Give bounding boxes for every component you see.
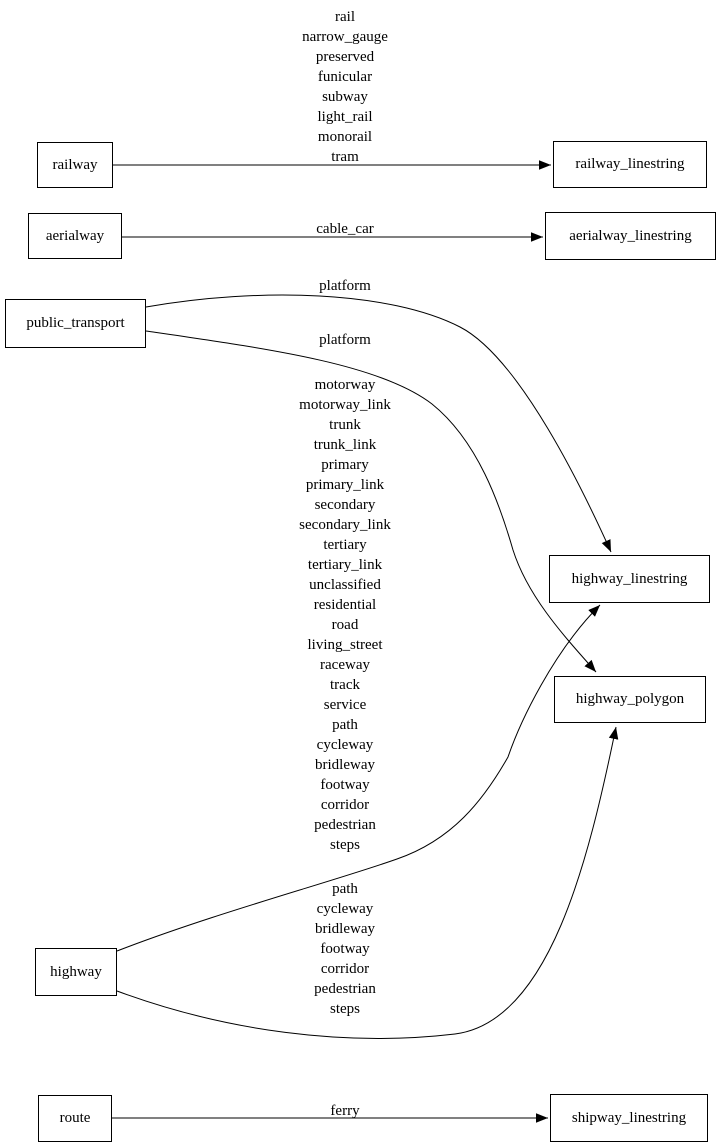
- edge-label-line: track: [330, 677, 360, 693]
- edge-label-line: corridor: [320, 797, 370, 813]
- edge-label-line: trunk_link: [313, 437, 377, 453]
- edge-label-line: pedestrian: [314, 981, 376, 997]
- edge-labels-route: [235, 1101, 455, 1121]
- node-railway: railway: [37, 142, 113, 188]
- edge-labels-platform-polygon: [235, 330, 455, 350]
- edge-label-line: steps: [330, 837, 360, 853]
- edge-label-line: light_rail: [317, 109, 373, 125]
- node-public-transport: public_transport: [5, 299, 146, 348]
- edge-label-line: service: [323, 697, 367, 713]
- edge-label-line: tram: [331, 149, 359, 165]
- node-route: route: [38, 1095, 112, 1142]
- edge-label-line: pedestrian: [314, 817, 376, 833]
- edge-label-line: subway: [322, 89, 368, 105]
- edge-label-line: cycleway: [316, 901, 374, 917]
- edge-label-line: path: [332, 717, 358, 733]
- edge-labels-highway-linestring: [235, 375, 455, 855]
- edge-label-line: steps: [330, 1001, 360, 1017]
- edge-label-line: cycleway: [316, 737, 374, 753]
- edge-label-line: platform: [319, 332, 371, 348]
- edge-label-line: unclassified: [309, 577, 381, 593]
- edge-label-line: tertiary_link: [307, 557, 383, 573]
- edge-label-line: footway: [320, 777, 370, 793]
- edge-label-line: corridor: [320, 961, 370, 977]
- edge-label-line: bridleway: [315, 921, 375, 937]
- node-railway-linestring: railway_linestring: [553, 141, 707, 188]
- edge-label-line: primary_link: [305, 477, 385, 493]
- edge-label-line: cable_car: [316, 221, 374, 237]
- edge-labels-platform-linestring: [235, 276, 455, 296]
- edge-label-line: footway: [320, 941, 370, 957]
- node-aerialway: aerialway: [28, 213, 122, 259]
- node-shipway-linestring: shipway_linestring: [550, 1094, 708, 1142]
- edge-label-line: preserved: [315, 49, 375, 65]
- edge-label-line: narrow_gauge: [302, 29, 388, 45]
- edge-label-line: ferry: [330, 1103, 360, 1119]
- edge-labels-railway: [235, 7, 455, 167]
- node-highway-polygon: highway_polygon: [554, 676, 706, 723]
- node-aerialway-linestring: aerialway_linestring: [545, 212, 716, 260]
- edge-label-line: living_street: [307, 637, 383, 653]
- edge-label-line: trunk: [329, 417, 361, 433]
- node-highway: highway: [35, 948, 117, 996]
- edge-label-line: funicular: [317, 69, 373, 85]
- edge-label-line: primary: [321, 457, 369, 473]
- edge-label-line: tertiary: [323, 537, 367, 553]
- edge-label-line: secondary_link: [299, 517, 391, 533]
- edge-label-line: residential: [313, 597, 377, 613]
- edge-label-line: secondary: [314, 497, 376, 513]
- edge-label-line: monorail: [317, 129, 373, 145]
- node-highway-linestring: highway_linestring: [549, 555, 710, 603]
- edge-label-line: rail: [335, 9, 355, 25]
- edge-label-line: motorway: [314, 377, 376, 393]
- edge-labels-aerialway: [235, 219, 455, 239]
- edge-label-line: motorway_link: [299, 397, 391, 413]
- edge-label-line: raceway: [320, 657, 370, 673]
- edge-labels-highway-polygon: [235, 879, 455, 1019]
- edge-label-line: bridleway: [315, 757, 375, 773]
- edge-label-line: path: [332, 881, 358, 897]
- edge-label-line: road: [331, 617, 359, 633]
- edge-label-line: platform: [319, 278, 371, 294]
